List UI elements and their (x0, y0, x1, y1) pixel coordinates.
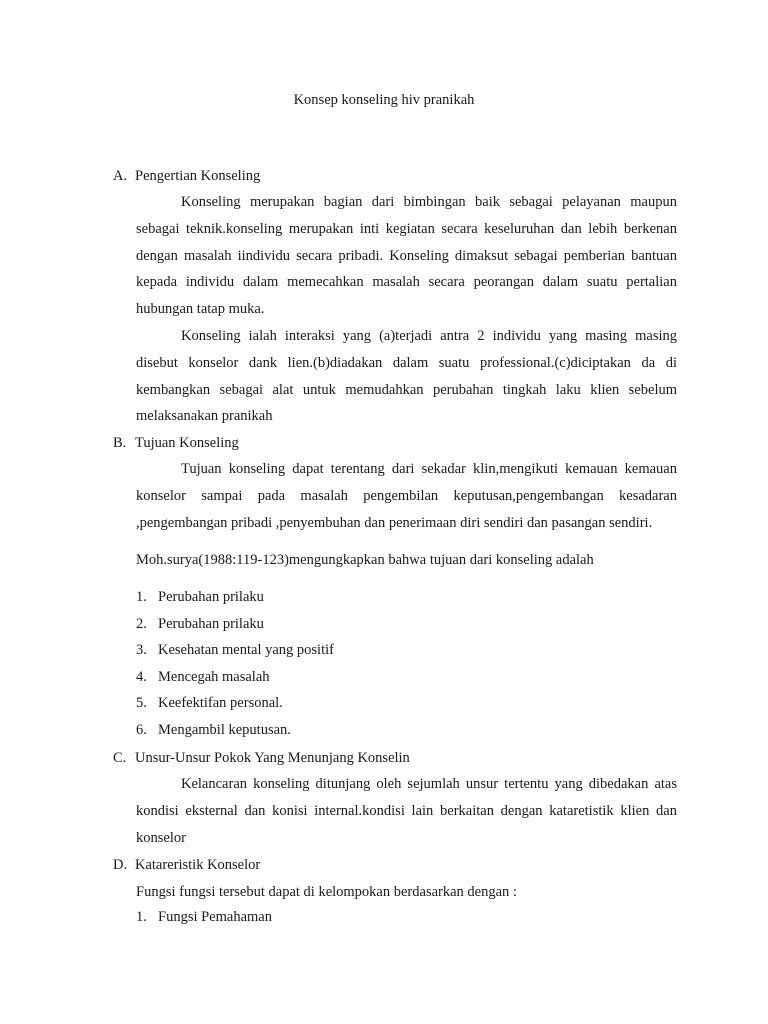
section-b-label: B. (113, 435, 127, 451)
goals-list (136, 584, 334, 744)
section-a-paragraph-1: Konseling merupakan bagian dari bimbingan baik sebagai pelayanan maupun sebagai teknik.konseling merupakan inti kegiatan secara keseluruhan dan lebih berkenan dengan masalah iindividu secara pribadi. Konseling dimaksut sebagai pemberian bantuan kepada individu dalam memecahkan masalah secara peorangan dalam suatu pertalian hubungan tatap muka. (136, 194, 677, 318)
list-item (136, 664, 334, 691)
list-item-text: Fungsi Pemahaman (158, 909, 272, 925)
list-item-text: Perubahan prilaku (158, 589, 264, 605)
list-item-number: 3. (136, 642, 147, 659)
list-item (136, 584, 334, 611)
citation-line: Moh.surya(1988:119-123)mengungkapkan bahwa tujuan dari konseling adalah (136, 552, 594, 568)
list-item (136, 690, 334, 717)
list-item (136, 717, 334, 744)
page-title: Konsep konseling hiv pranikah (293, 92, 475, 108)
section-c-heading (113, 750, 673, 767)
list-item-text: Keefektifan personal. (158, 695, 283, 712)
list-item-number: 2. (136, 615, 147, 632)
section-a-heading (113, 168, 673, 185)
list-item-number: 5. (136, 695, 147, 712)
list-item-text: Mengambil keputusan. (158, 721, 291, 738)
section-d-intro: Fungsi fungsi tersebut dapat di kelompokan berdasarkan dengan : (136, 884, 517, 900)
list-item-number: 1. (136, 589, 147, 605)
list-item-text: Mencegah masalah (158, 668, 270, 685)
list-item (136, 611, 334, 638)
section-b-title: Tujuan Konseling (135, 435, 239, 451)
functions-list (136, 904, 272, 931)
list-item-text: Kesehatan mental yang positif (158, 642, 334, 659)
section-d-heading (113, 857, 673, 874)
section-a-paragraph-2: Konseling ialah interaksi yang (a)terjadi antra 2 individu yang masing masing disebut konselor dank lien.(b)diadakan dalam suatu professional.(c)diciptakan da di kembangkan sebagai alat untuk memudahkan perubahan tingkah laku klien sebelum melaksanakan pranikah (136, 328, 677, 425)
section-d-title: Katareristik Konselor (135, 857, 261, 873)
section-b-paragraph-1: Tujuan konseling dapat terentang dari sekadar klin,mengikuti kemauan kemauan konselor sampai pada masalah pengembilan keputusan,pengembangan kesadaran ,pengembangan pribadi ,penyembuhan dan penerimaan diri sendiri dan pasangan sendiri. (136, 461, 677, 531)
list-item-text: Perubahan prilaku (158, 615, 264, 632)
section-c-title: Unsur-Unsur Pokok Yang Menunjang Konselin (135, 750, 410, 766)
section-c-label: C. (113, 750, 127, 766)
list-item (136, 637, 334, 664)
list-item-number: 6. (136, 721, 147, 738)
section-b-heading (113, 435, 673, 452)
list-item (136, 904, 272, 931)
list-item-number: 4. (136, 668, 147, 685)
section-d-label: D. (113, 857, 128, 873)
list-item-number: 1. (136, 909, 147, 925)
section-c-paragraph-1: Kelancaran konseling ditunjang oleh sejumlah unsur tertentu yang dibedakan atas kondisi eksternal dan konisi internal.kondisi lain berkaitan dengan kataretistik klien dan konselor (136, 776, 677, 846)
section-a-label: A. (113, 168, 128, 184)
section-a-title: Pengertian Konseling (135, 168, 261, 184)
